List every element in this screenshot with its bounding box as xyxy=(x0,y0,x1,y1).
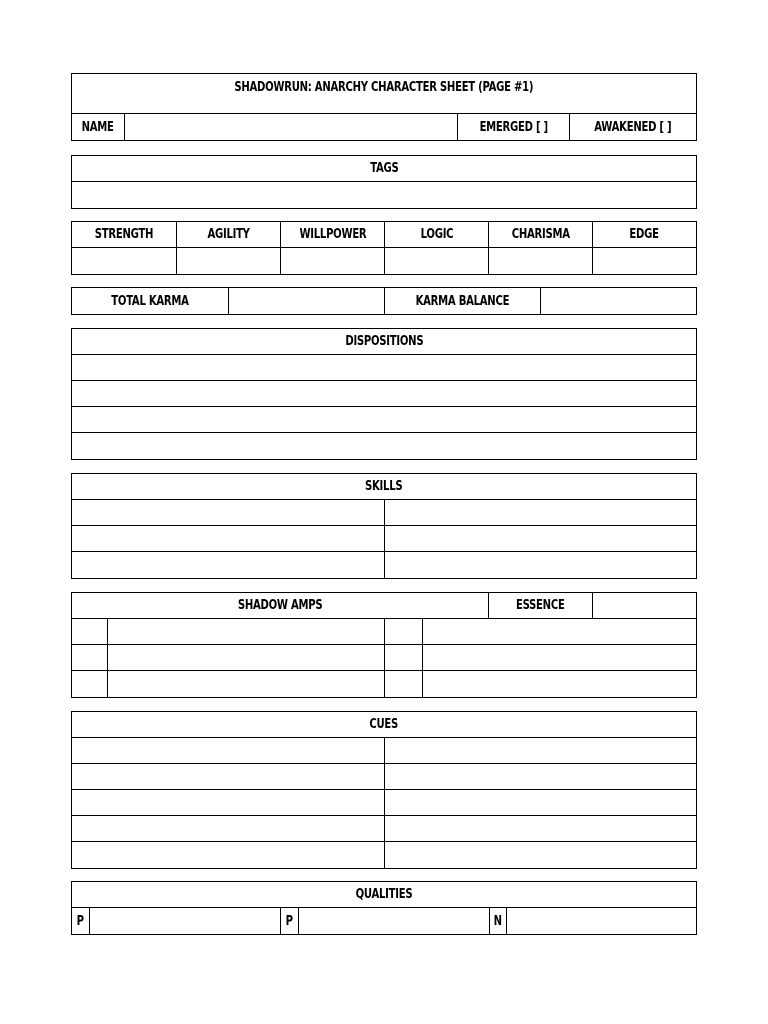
amp-cost-cell[interactable] xyxy=(385,671,423,697)
strength-value-cell[interactable] xyxy=(72,248,177,274)
amp-cost-field-5[interactable] xyxy=(72,671,107,697)
skills-header xyxy=(72,474,696,500)
tags-header xyxy=(72,156,696,182)
cue-cell[interactable] xyxy=(385,790,696,815)
edge-field[interactable] xyxy=(593,248,696,274)
cue-cell[interactable] xyxy=(72,790,385,815)
disposition-field-1[interactable] xyxy=(72,355,696,380)
attr-label: EDGE xyxy=(629,227,660,242)
positive-quality-field-2[interactable] xyxy=(299,908,489,934)
quality-cell[interactable] xyxy=(299,908,490,934)
negative-quality-marker-cell xyxy=(490,908,507,934)
cue-field-2[interactable] xyxy=(385,738,696,763)
skill-field-3[interactable] xyxy=(72,526,384,551)
skills-block xyxy=(71,473,697,579)
name-field[interactable] xyxy=(125,114,457,140)
total-karma-label-cell xyxy=(72,288,229,314)
logic-value-cell[interactable] xyxy=(385,248,489,274)
attr-header-charisma xyxy=(489,222,593,247)
positive-quality-field-1[interactable] xyxy=(90,908,280,934)
emerged-cell[interactable] xyxy=(458,114,570,140)
shadow-amps-block xyxy=(71,592,697,698)
amp-cost-field-2[interactable] xyxy=(385,619,422,644)
shadow-amps-title-cell xyxy=(72,593,489,618)
attr-label: LOGIC xyxy=(420,227,453,242)
amp-name-cell[interactable] xyxy=(423,619,696,644)
amp-cost-field-4[interactable] xyxy=(385,645,422,670)
skill-cell[interactable] xyxy=(72,552,385,578)
cue-field-6[interactable] xyxy=(385,790,696,815)
attr-header-agility xyxy=(177,222,281,247)
cues-block xyxy=(71,711,697,869)
amp-cost-cell[interactable] xyxy=(385,645,423,670)
quality-cell[interactable] xyxy=(90,908,281,934)
name-field-cell[interactable] xyxy=(125,114,458,140)
attr-header-edge xyxy=(593,222,696,247)
edge-value-cell[interactable] xyxy=(593,248,696,274)
cue-field-1[interactable] xyxy=(72,738,384,763)
disposition-field-2[interactable] xyxy=(72,381,696,406)
attr-header-willpower xyxy=(281,222,385,247)
karma-balance-field[interactable] xyxy=(541,288,696,314)
amp-cost-cell[interactable] xyxy=(72,619,108,644)
sheet-title-row xyxy=(72,74,696,114)
skill-field-5[interactable] xyxy=(72,552,384,578)
skill-cell[interactable] xyxy=(385,500,696,525)
skill-cell[interactable] xyxy=(72,500,385,525)
skill-field-4[interactable] xyxy=(385,526,696,551)
cue-cell[interactable] xyxy=(385,816,696,841)
awakened-checkbox-label[interactable]: AWAKENED [ ] xyxy=(594,119,672,135)
cue-row xyxy=(72,816,696,842)
shadow-amp-row xyxy=(72,671,696,697)
qualities-block xyxy=(71,881,697,935)
skill-cell[interactable] xyxy=(385,526,696,551)
disposition-row xyxy=(72,433,696,459)
disposition-field-3[interactable] xyxy=(72,407,696,432)
disposition-row xyxy=(72,355,696,381)
karma-balance-label-cell xyxy=(385,288,541,314)
charisma-value-cell[interactable] xyxy=(489,248,593,274)
cue-row xyxy=(72,790,696,816)
disposition-row xyxy=(72,381,696,407)
attr-header-strength xyxy=(72,222,177,247)
skill-field-6[interactable] xyxy=(385,552,696,578)
name-row xyxy=(72,114,696,140)
dispositions-title: DISPOSITIONS xyxy=(345,334,423,349)
attr-label: STRENGTH xyxy=(94,227,154,242)
tags-block xyxy=(71,155,697,209)
skill-cell[interactable] xyxy=(385,552,696,578)
amp-name-cell[interactable] xyxy=(423,645,696,670)
skills-title: SKILLS xyxy=(365,479,403,494)
tags-title: TAGS xyxy=(369,161,399,176)
karma-balance-label: KARMA BALANCE xyxy=(415,293,510,309)
skill-row xyxy=(72,500,696,526)
shadow-amps-header-row xyxy=(72,593,696,619)
positive-quality-marker: P xyxy=(285,913,294,929)
charisma-field[interactable] xyxy=(489,248,592,274)
cues-title: CUES xyxy=(369,717,399,732)
cue-cell[interactable] xyxy=(385,738,696,763)
cue-cell[interactable] xyxy=(385,764,696,789)
attr-label: CHARISMA xyxy=(511,227,570,242)
shadow-amp-row xyxy=(72,619,696,645)
total-karma-label: TOTAL KARMA xyxy=(111,293,189,309)
negative-quality-field[interactable] xyxy=(507,908,696,934)
cue-field-5[interactable] xyxy=(72,790,384,815)
cue-field-7[interactable] xyxy=(72,816,384,841)
qualities-title: QUALITIES xyxy=(355,887,413,902)
qualities-row xyxy=(72,908,696,934)
skill-row xyxy=(72,526,696,552)
header-block xyxy=(71,73,697,141)
tags-field[interactable] xyxy=(72,182,696,208)
strength-field[interactable] xyxy=(72,248,176,274)
cue-cell[interactable] xyxy=(72,764,385,789)
amp-cost-field-3[interactable] xyxy=(72,645,107,670)
negative-quality-marker: N xyxy=(493,913,503,929)
emerged-checkbox-label[interactable]: EMERGED [ ] xyxy=(479,119,548,135)
essence-field[interactable] xyxy=(593,593,696,618)
total-karma-field[interactable] xyxy=(229,288,384,314)
name-label-cell xyxy=(72,114,125,140)
essence-label: ESSENCE xyxy=(516,598,565,613)
attr-label: AGILITY xyxy=(207,227,250,242)
name-label: NAME xyxy=(81,119,115,135)
tags-row xyxy=(72,182,696,208)
attr-label: WILLPOWER xyxy=(299,227,366,242)
agility-value-cell[interactable] xyxy=(177,248,281,274)
essence-label-cell xyxy=(489,593,593,618)
dispositions-block xyxy=(71,328,697,460)
cue-field-8[interactable] xyxy=(385,816,696,841)
sheet-title: SHADOWRUN: ANARCHY CHARACTER SHEET (PAGE #1) xyxy=(234,80,534,95)
amp-cost-cell[interactable] xyxy=(385,619,423,644)
amp-cost-cell[interactable] xyxy=(72,671,108,697)
total-karma-value-cell[interactable] xyxy=(229,288,385,314)
karma-block xyxy=(71,287,697,315)
amp-name-field-4[interactable] xyxy=(423,645,696,670)
amp-name-cell[interactable] xyxy=(423,671,696,697)
cue-field-3[interactable] xyxy=(72,764,384,789)
amp-cost-cell[interactable] xyxy=(72,645,108,670)
skill-field-1[interactable] xyxy=(72,500,384,525)
amp-name-cell[interactable] xyxy=(108,671,385,697)
karma-row xyxy=(72,288,696,314)
amp-name-field-6[interactable] xyxy=(423,671,696,697)
cue-row xyxy=(72,764,696,790)
willpower-field[interactable] xyxy=(281,248,384,274)
skill-field-2[interactable] xyxy=(385,500,696,525)
amp-name-field-5[interactable] xyxy=(108,671,384,697)
amp-name-cell[interactable] xyxy=(108,619,385,644)
qualities-header xyxy=(72,882,696,908)
logic-field[interactable] xyxy=(385,248,488,274)
quality-cell[interactable] xyxy=(507,908,696,934)
cue-cell[interactable] xyxy=(385,842,696,868)
disposition-row xyxy=(72,407,696,433)
dispositions-header xyxy=(72,329,696,355)
attributes-block xyxy=(71,221,697,275)
cue-cell[interactable] xyxy=(72,816,385,841)
disposition-field-4[interactable] xyxy=(72,433,696,459)
awakened-cell[interactable] xyxy=(570,114,696,140)
cue-field-9[interactable] xyxy=(72,842,384,868)
agility-field[interactable] xyxy=(177,248,280,274)
amp-cost-field-6[interactable] xyxy=(385,671,422,697)
cues-header xyxy=(72,712,696,738)
cue-cell[interactable] xyxy=(72,842,385,868)
cue-row xyxy=(72,842,696,868)
shadow-amps-title: SHADOW AMPS xyxy=(237,598,323,613)
positive-quality-marker-cell xyxy=(281,908,299,934)
willpower-value-cell[interactable] xyxy=(281,248,385,274)
positive-quality-marker-cell xyxy=(72,908,90,934)
shadow-amp-row xyxy=(72,645,696,671)
skill-row xyxy=(72,552,696,578)
positive-quality-marker: P xyxy=(76,913,85,929)
cue-field-10[interactable] xyxy=(385,842,696,868)
cue-field-4[interactable] xyxy=(385,764,696,789)
amp-name-cell[interactable] xyxy=(108,645,385,670)
cue-cell[interactable] xyxy=(72,738,385,763)
cue-row xyxy=(72,738,696,764)
attributes-value-row xyxy=(72,248,696,274)
attributes-header-row xyxy=(72,222,696,248)
amp-name-field-1[interactable] xyxy=(108,619,384,644)
amp-name-field-2[interactable] xyxy=(423,619,696,644)
amp-name-field-3[interactable] xyxy=(108,645,384,670)
amp-cost-field-1[interactable] xyxy=(72,619,107,644)
skill-cell[interactable] xyxy=(72,526,385,551)
karma-balance-value-cell[interactable] xyxy=(541,288,696,314)
attr-header-logic xyxy=(385,222,489,247)
essence-value-cell[interactable] xyxy=(593,593,696,618)
